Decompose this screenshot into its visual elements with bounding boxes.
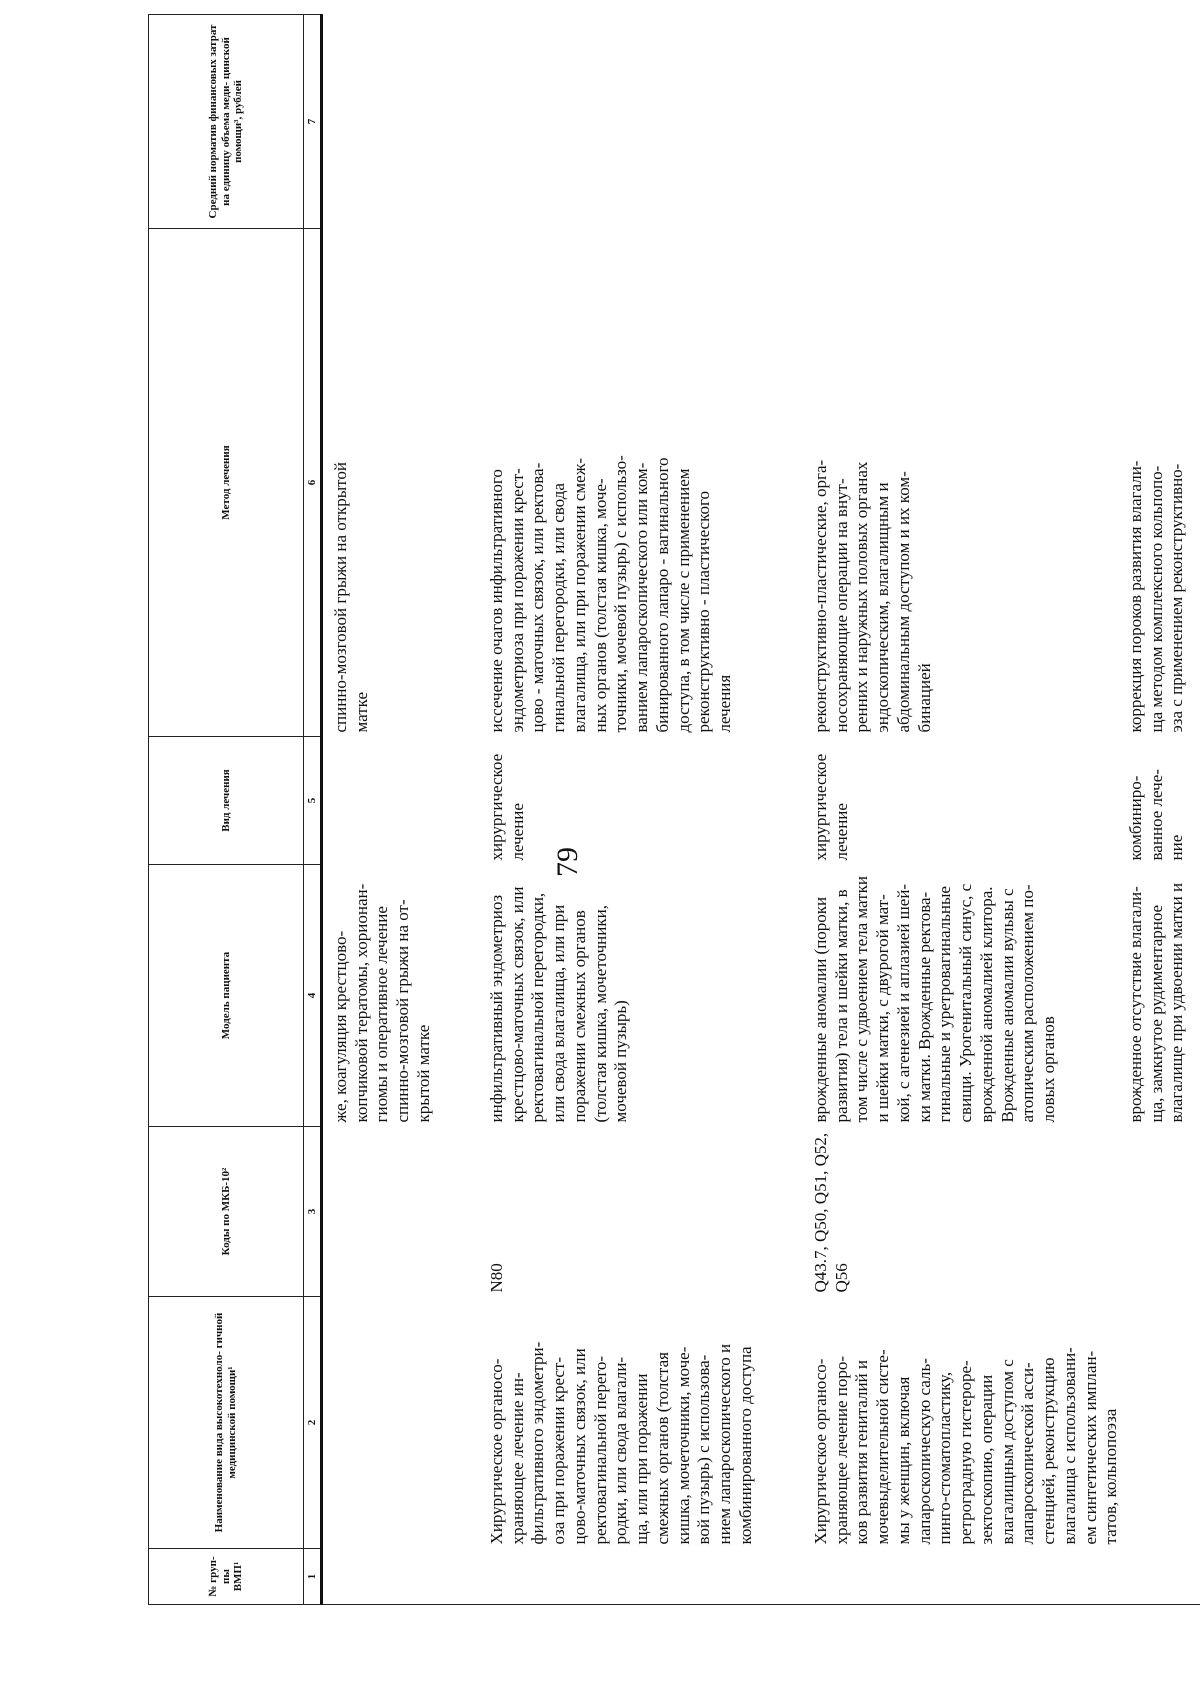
cell-model [805, 865, 1122, 1127]
cell-text-line: инфильтративный эндометриоз [487, 894, 506, 1123]
cell-text-line: ков развития гениталий и [852, 1359, 872, 1545]
cell-text-line: гинальной перегородки, или свода [549, 483, 569, 733]
cell-text-line: и шейки матки, с двурогой мат- [873, 894, 893, 1123]
cell-text-line: Q43.7, Q50, Q51, Q52, [811, 1132, 830, 1293]
cell-model [1122, 865, 1200, 1127]
cell-type [805, 737, 1122, 865]
cell-text-line: храняющее лечение поро- [831, 1355, 851, 1545]
cell-text-line: влагалища, или при поражении смеж- [569, 457, 589, 733]
cell-text-line: татов, кольпопоэза [1101, 1408, 1121, 1545]
cell-codes [805, 1127, 1122, 1297]
header-treatment-method: Метод лечения [149, 229, 304, 737]
cell-name [1122, 1297, 1200, 1549]
page-number: 79 [551, 847, 584, 877]
cell-text-line: хирургическое [487, 753, 506, 861]
header-cost-norm: Средний норматив финансовых затрат на единицу объема меди- цинской помощи³, рублей [149, 15, 304, 229]
cell-text-line: хирургическое [811, 753, 830, 861]
cell-text-line: мочевой пузырь) [611, 1000, 631, 1123]
column-number: 2 [304, 1297, 322, 1549]
cell-method [805, 229, 1122, 737]
cell-text-line: нием лапароскопического и [715, 1343, 735, 1545]
cell-text-line: поражении смежных органов [569, 910, 589, 1123]
cell-text-line: ванное лече- [1146, 769, 1166, 861]
cell-text-line: реконструктивно - пластического [694, 490, 714, 733]
cell-text-line: пинго-стоматопластику, [935, 1371, 955, 1545]
header-vmp-name: Наименование вида высокотехноло- гичной медицинской помощи¹ [149, 1297, 304, 1549]
header-group-number: № груп- пы ВМП¹ [149, 1549, 304, 1605]
cell-text-line: ща методом комплексного кольпопо- [1146, 465, 1166, 733]
cell-text-line: гиомы и оперативное лечение [372, 906, 392, 1123]
cell-text-line: оза при поражении крест- [549, 1356, 569, 1545]
cell-text-line: кой, с агенезией и аплазией шей- [893, 883, 913, 1123]
cell-text-line: ренних и наружных половых органах [852, 461, 872, 733]
header-treatment-type: Вид лечения [149, 737, 304, 865]
cell-text-line: N80 [487, 1263, 506, 1293]
cell-text-line: реконструктивно-пластические, орга- [811, 459, 830, 733]
cell-model [481, 865, 805, 1127]
cell-text-line: кишка, мочеточники, моче- [673, 1346, 693, 1545]
cell-text-line: мы у женщин, включая [893, 1376, 913, 1545]
cell-text-line: родки, или свода влагали- [611, 1356, 631, 1545]
cell-text-line: храняющее лечение ин- [507, 1372, 527, 1545]
column-number-row [304, 15, 322, 1605]
header-patient-model: Модель пациента [149, 865, 304, 1127]
cell-name [322, 1297, 482, 1549]
cell-text-line: Врожденные аномалии вульвы с [997, 888, 1017, 1123]
cell-text-line: фильтративного эндометри- [528, 1341, 548, 1545]
cell-codes [1122, 1127, 1200, 1297]
cell-text-line: комбинированного доступа [735, 1346, 755, 1545]
cell-text-line: гинальные и уретровагинальные [935, 886, 955, 1123]
table-row [481, 15, 805, 1605]
cell-type [1122, 737, 1200, 865]
cell-text-line: абдоминальным доступом и их ком- [893, 471, 913, 733]
cell-text-line: ных органов (толстая кишка, моче- [590, 478, 610, 733]
cell-text-line: том числе с удвоением тела матки [852, 876, 872, 1123]
cell-text-line: цово-маточных связок, или [569, 1348, 589, 1545]
cell-type [481, 737, 805, 865]
cell-text-line: смежных органов (толстая [652, 1352, 672, 1545]
cell-text-line: зектоскопию, операции [976, 1374, 996, 1545]
cell-text-line: атопическим расположением по- [1018, 884, 1038, 1123]
cell-cost [481, 15, 805, 229]
cell-text-line: влагалищным доступом с [997, 1359, 1017, 1545]
table-row [805, 15, 1122, 1605]
column-number: 4 [304, 865, 322, 1127]
cell-text-line: ние [1167, 834, 1187, 861]
cell-text-line: коррекция пороков развития влагали- [1126, 460, 1146, 733]
cell-text-line: точники, мочевой пузырь) с использо- [611, 455, 631, 733]
cell-text-line: (толстая кишка, мочеточники, [590, 905, 610, 1123]
column-number: 6 [304, 229, 322, 737]
cell-text-line: свищи. Урогенитальный синус, с [956, 883, 976, 1123]
column-number: 3 [304, 1127, 322, 1297]
cell-text-line: цово - маточных связок, или ректова- [528, 462, 548, 733]
cell-method [1122, 229, 1200, 737]
cell-codes [322, 1127, 482, 1297]
cell-text-line: или свода влагалища, или при [549, 904, 569, 1123]
cell-text-line: крытой матке [413, 1024, 433, 1123]
cell-text-line: же, коагуляция крестцово- [331, 930, 350, 1123]
cell-text-line: ректовагинальной перегородки, [528, 892, 548, 1123]
column-number: 1 [304, 1549, 322, 1605]
cell-text-line: спинно-мозговой грыжи на от- [393, 899, 413, 1123]
cell-text-line: лапароскопической асси- [1018, 1362, 1038, 1545]
cell-text-line: ща, замкнутое рудиментарное [1146, 904, 1166, 1123]
cell-group [805, 1549, 1122, 1605]
cell-name [805, 1297, 1122, 1549]
cell-text-line: лечения [715, 674, 735, 733]
cell-text-line: стенцией, реконструкцию [1039, 1357, 1059, 1545]
header-icd-codes: Коды по МКБ-10² [149, 1127, 304, 1297]
cell-text-line: носохраняющие операции на внут- [831, 478, 851, 733]
cell-text-line: матке [351, 691, 371, 733]
rotated-table-container [148, 15, 1200, 1605]
cell-cost [1122, 15, 1200, 229]
cell-group [322, 1549, 482, 1605]
cell-name [481, 1297, 805, 1549]
cell-text-line: мочевыделительной систе- [873, 1349, 893, 1545]
cell-text-line: врожденной аномалией клитора. [976, 886, 996, 1123]
cell-text-line: ретроградную гистероре- [956, 1360, 976, 1545]
cell-text-line: влагалища с использовани- [1059, 1347, 1079, 1545]
cell-text-line: врожденные аномалии (пороки [811, 896, 830, 1123]
cell-text-line: врожденное отсутствие влагали- [1126, 886, 1146, 1123]
cell-text-line: лечение [507, 803, 527, 861]
cell-text-line: ща, или при поражении [632, 1373, 652, 1545]
cell-cost [322, 15, 482, 229]
cell-text-line: эндометриоза при поражении крест- [507, 468, 527, 733]
cell-text-line: Q56 [831, 1263, 851, 1293]
cell-group [1122, 1549, 1200, 1605]
cell-type [322, 737, 482, 865]
cell-text-line: эндоскопическим, влагалищным и [873, 482, 893, 733]
cell-text-line: бинацией [914, 663, 934, 733]
cell-cost [805, 15, 1122, 229]
cell-text-line: влагалище при удвоении матки и [1167, 882, 1187, 1123]
cell-group [481, 1549, 805, 1605]
table-row [322, 15, 482, 1605]
cell-text-line: доступа, в том числе с применением [673, 468, 693, 733]
cell-text-line: ки матки. Врожденные ректова- [914, 891, 934, 1123]
table-row [1122, 15, 1200, 1605]
cell-text-line: лечение [831, 803, 851, 861]
cell-text-line: развития) тела и шейки матки, в [831, 889, 851, 1123]
cell-text-line: ванием лапароскопического или ком- [632, 462, 652, 733]
header-row [149, 15, 304, 1605]
cell-codes [481, 1127, 805, 1297]
column-number: 7 [304, 15, 322, 229]
cell-text-line: спинно-мозговой грыжи на открытой [331, 462, 350, 733]
cell-text-line: ем синтетических имплан- [1080, 1350, 1100, 1545]
cell-text-line: копчиковой тератомы, хорионан- [351, 883, 371, 1123]
cell-text-line: Хирургическое органосо- [811, 1358, 830, 1545]
cell-text-line: лапароскопическую саль- [914, 1358, 934, 1545]
cell-text-line: вой пузырь) с использова- [694, 1354, 714, 1545]
cell-text-line: крестцово-маточных связок, или [507, 886, 527, 1123]
cell-text-line: эза с применением реконструктивно- [1167, 463, 1187, 733]
column-number: 5 [304, 737, 322, 865]
cell-text-line: ректовагинальной перего- [590, 1355, 610, 1545]
vmp-table [148, 14, 1200, 1605]
cell-text-line: ловых органов [1039, 1016, 1059, 1123]
cell-text-line: иссечение очагов инфильтративного [487, 469, 506, 733]
cell-text-line: Хирургическое органосо- [487, 1358, 506, 1545]
cell-model [322, 865, 482, 1127]
cell-text-line: бинированного лапаро - вагинального [652, 457, 672, 733]
cell-method [322, 229, 482, 737]
cell-text-line: комбиниро- [1126, 775, 1146, 861]
cell-method [481, 229, 805, 737]
